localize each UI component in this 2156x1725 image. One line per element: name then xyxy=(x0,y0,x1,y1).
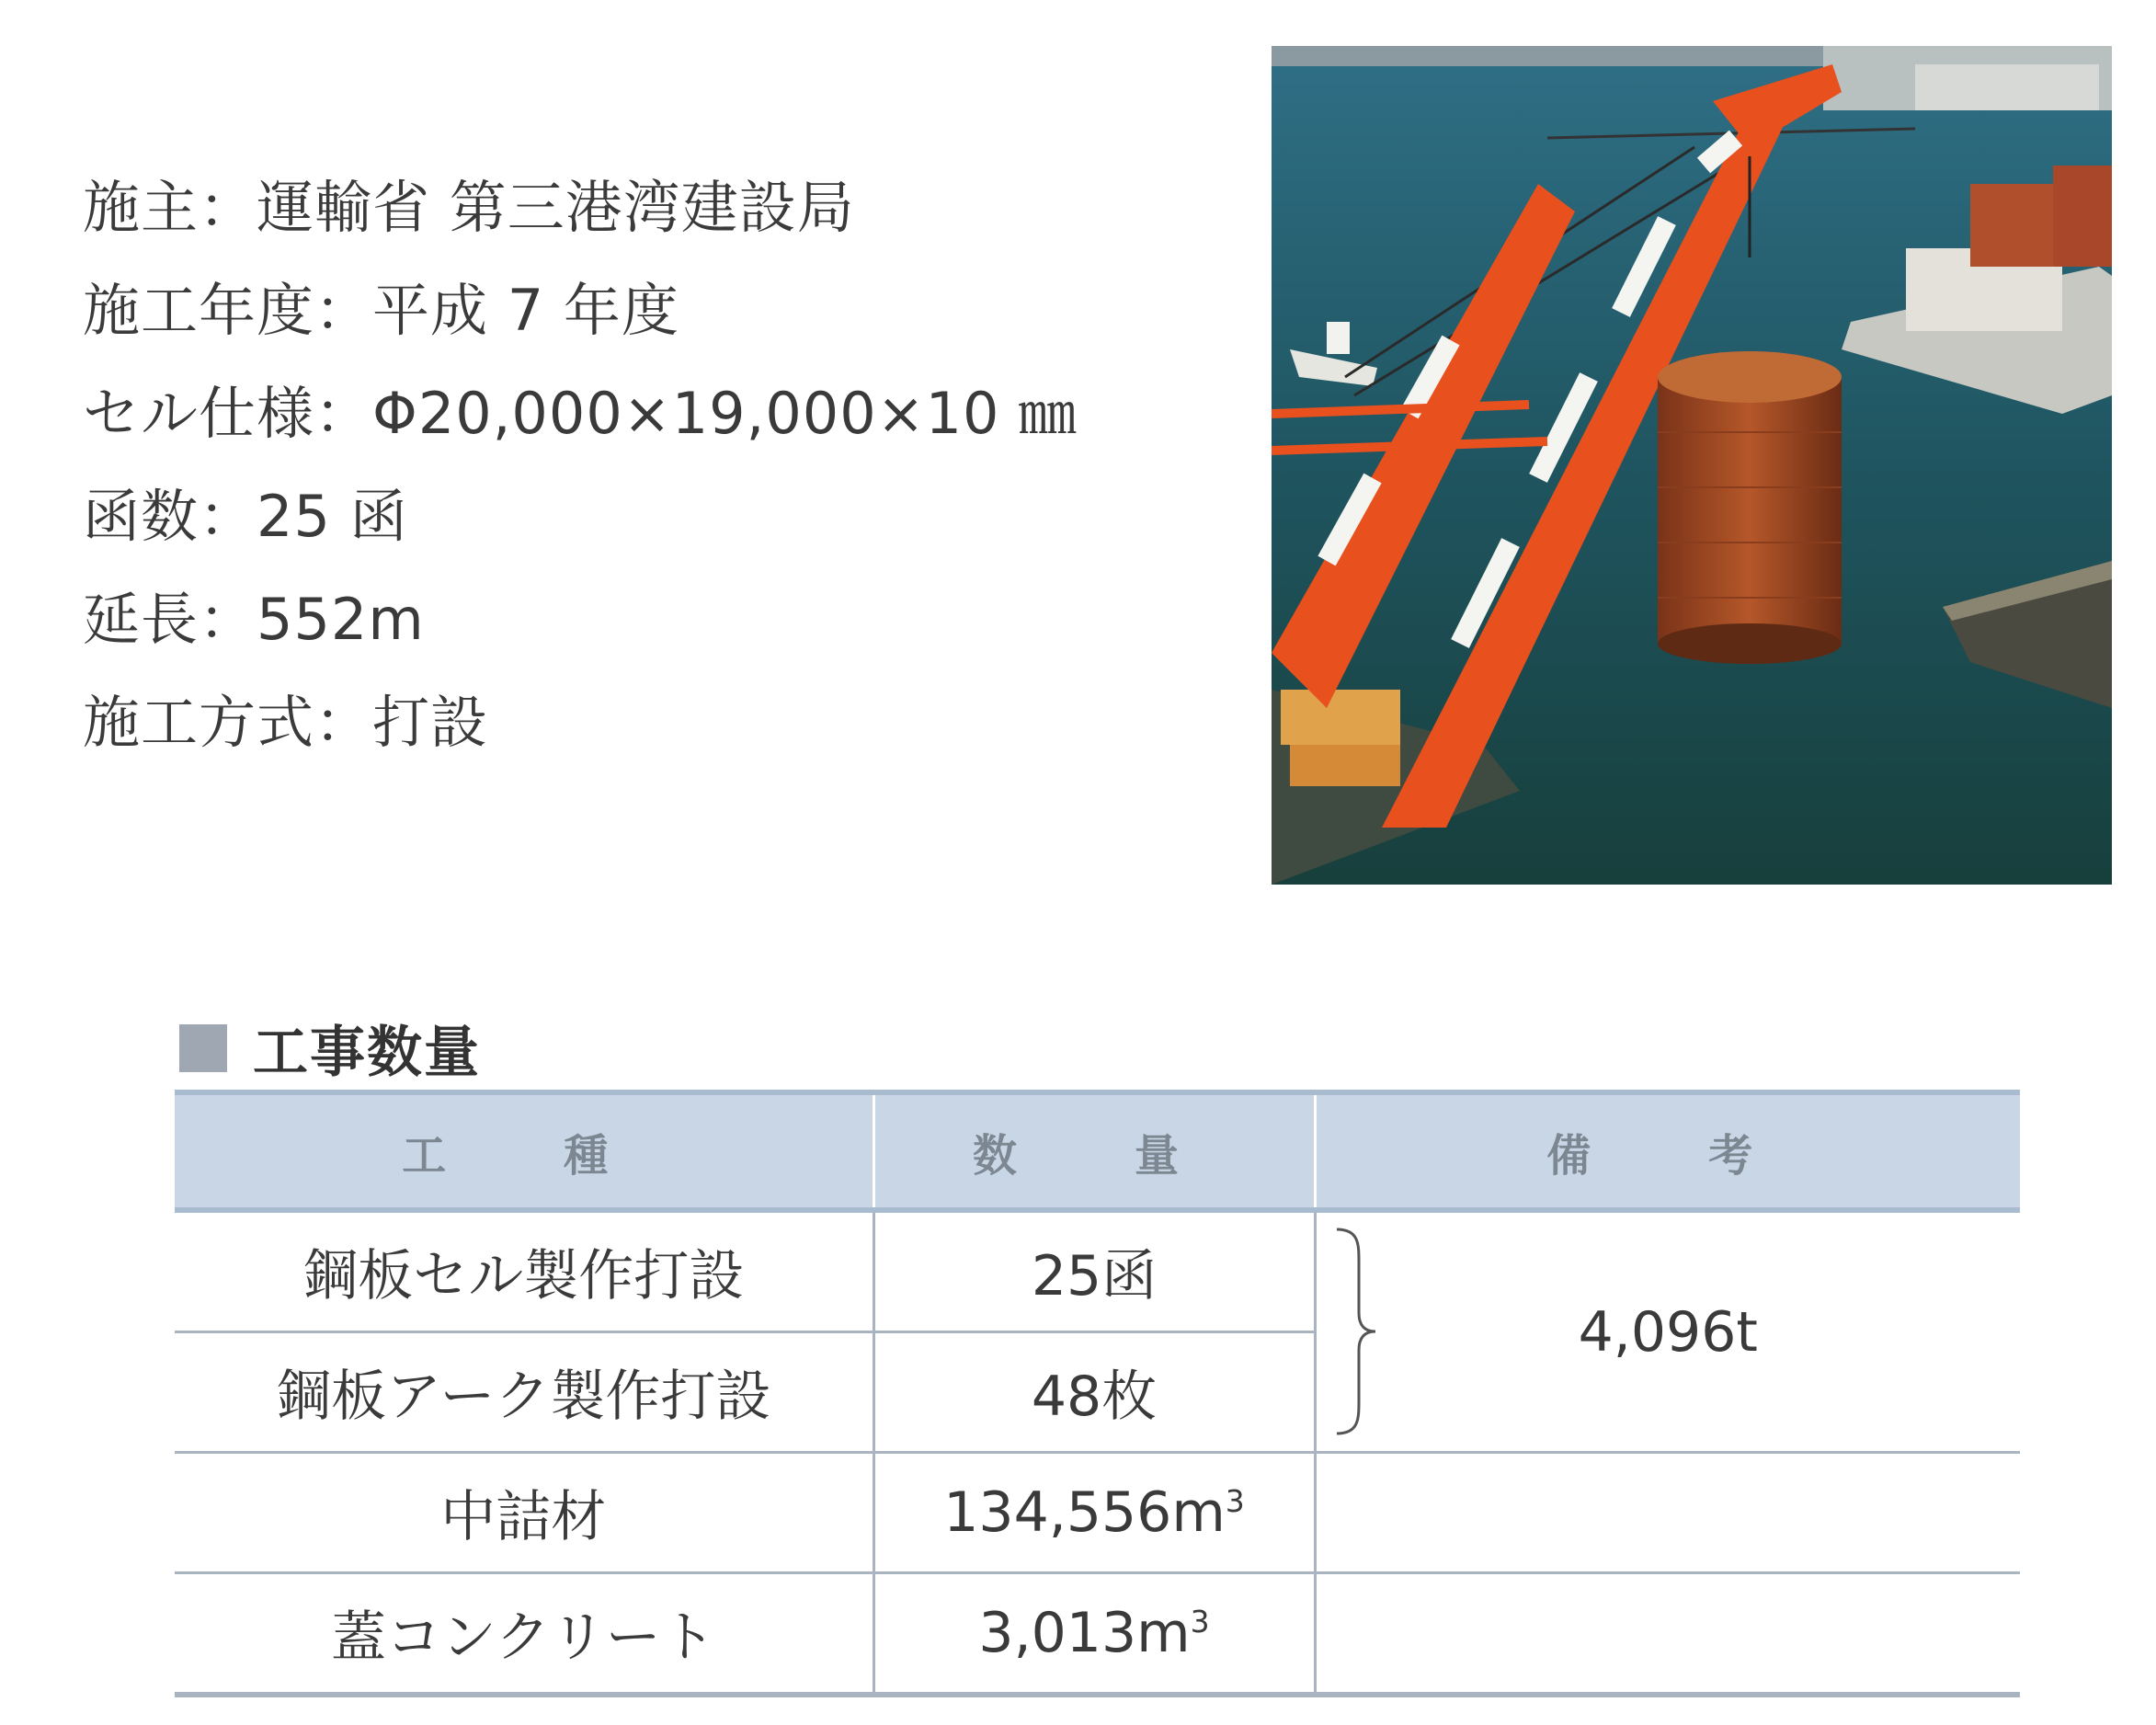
info-label: 施工方式 xyxy=(83,689,315,756)
info-label: 施工年度 xyxy=(83,277,315,344)
table-row xyxy=(175,1210,2020,1332)
info-separator: ： xyxy=(314,689,373,756)
section-heading xyxy=(179,1016,481,1085)
info-row-count xyxy=(83,465,1223,568)
cell-work-type: 鋼板アーク製作打設 xyxy=(175,1332,873,1453)
quantity-value: 3,013m xyxy=(978,1601,1191,1665)
crane-barge-illustration xyxy=(1272,46,2112,885)
cell-work-type: 鋼板セル製作打設 xyxy=(175,1210,873,1332)
square-bullet-icon xyxy=(179,1024,227,1072)
info-label: 施主 xyxy=(83,174,200,241)
info-row-year xyxy=(83,259,1223,362)
info-value: 552m xyxy=(257,586,425,653)
info-row-method xyxy=(83,671,1223,774)
cell-remarks xyxy=(1315,1453,2020,1573)
quantity-value: 48枚 xyxy=(1031,1365,1158,1429)
cell-remarks xyxy=(1315,1573,2020,1696)
info-row-cell-spec xyxy=(83,362,1223,465)
unit-superscript: 3 xyxy=(1190,1604,1210,1639)
info-separator: ： xyxy=(314,277,373,344)
table-row xyxy=(175,1453,2020,1573)
info-value: Φ20,000×19,000×10 ㎜ xyxy=(372,380,1078,447)
info-label: セル仕様 xyxy=(83,380,315,447)
cell-quantity xyxy=(873,1210,1315,1332)
header-remarks: 備 考 xyxy=(1315,1092,2020,1210)
cell-remarks-merged xyxy=(1315,1210,2020,1453)
cell-quantity xyxy=(873,1332,1315,1453)
info-value: 運輸省 第三港湾建設局 xyxy=(257,174,855,241)
info-separator: ： xyxy=(199,586,257,653)
table-row xyxy=(175,1573,2020,1696)
info-value: 平成 7 年度 xyxy=(372,277,679,344)
construction-photo xyxy=(1272,46,2112,885)
header-quantity: 数 量 xyxy=(873,1092,1315,1210)
quantity-table xyxy=(175,1090,2020,1711)
table-header-row xyxy=(175,1092,2020,1210)
cell-quantity xyxy=(873,1453,1315,1573)
cell-work-type: 中詰材 xyxy=(175,1453,873,1573)
header-work-type: 工 種 xyxy=(175,1092,873,1210)
info-separator: ： xyxy=(314,380,373,447)
project-info-list xyxy=(83,156,1223,774)
cell-quantity xyxy=(873,1573,1315,1696)
info-separator: ： xyxy=(199,483,257,550)
info-value: 打設 xyxy=(372,689,489,756)
info-value: 25 函 xyxy=(257,483,408,550)
info-label: 函数 xyxy=(83,483,200,550)
section-title: 工事数量 xyxy=(253,1021,481,1085)
curly-brace-icon xyxy=(1331,1226,1379,1437)
quantity-value: 134,556m xyxy=(943,1480,1226,1545)
info-row-length xyxy=(83,568,1223,671)
info-separator: ： xyxy=(199,174,257,241)
info-label: 延長 xyxy=(83,586,200,653)
quantity-value: 25函 xyxy=(1031,1244,1158,1308)
unit-superscript: 3 xyxy=(1225,1483,1245,1519)
cell-work-type: 蓋コンクリート xyxy=(175,1573,873,1696)
info-row-owner xyxy=(83,156,1223,259)
remark-total-weight: 4,096t xyxy=(1578,1299,1758,1365)
